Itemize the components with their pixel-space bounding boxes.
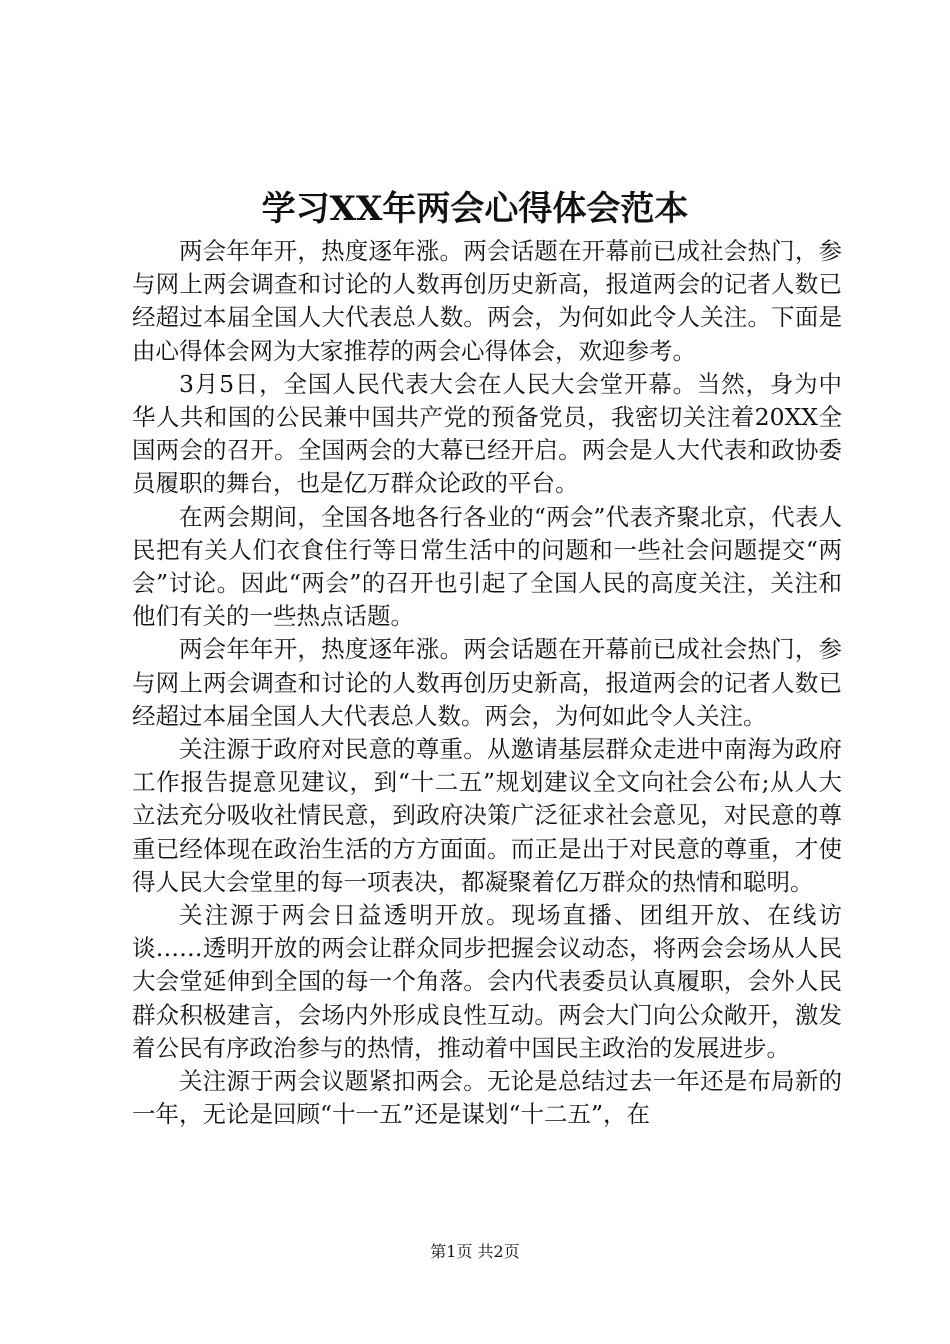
document-title: 学习XX年两会心得体会范本 [261, 189, 689, 229]
document-body [132, 235, 842, 1131]
page-footer: 第1页 共2页 [430, 1242, 520, 1261]
paragraph: 两会年年开，热度逐年涨。两会话题在开幕前已成社会热门，参与网上两会调查和讨论的人数再创历史新高，报道两会的记者人数已经超过本届全国人大代表总人数。两会，为何如此令人关注。 [132, 635, 842, 730]
paragraph: 关注源于两会议题紧扣两会。无论是总结过去一年还是布局新的一年，无论是回顾“十一五”还是谋划“十二五”，在 [132, 1067, 842, 1129]
paragraph: 3月5日，全国人民代表大会在人民大会堂开幕。当然，身为中华人共和国的公民兼中国共产党的预备党员，我密切关注着20XX全国两会的召开。全国两会的大幕已经开启。两会是人大代表和政协委员履职的舞台，也是亿万群众论政的平台。 [132, 369, 842, 498]
paragraph: 两会年年开，热度逐年涨。两会话题在开幕前已成社会热门，参与网上两会调查和讨论的人数再创历史新高，报道两会的记者人数已经超过本届全国人大代表总人数。两会，为何如此令人关注。下面是由心得体会网为大家推荐的两会心得体会，欢迎参考。 [132, 237, 842, 365]
paragraph: 在两会期间，全国各地各行各业的“两会”代表齐聚北京，代表人民把有关人们衣食住行等日常生活中的问题和一些社会问题提交“两会”讨论。因此“两会”的召开也引起了全国人民的高度关注，关注和他们有关的一些热点话题。 [132, 502, 842, 631]
paragraph: 关注源于两会日益透明开放。现场直播、团组开放、在线访谈……透明开放的两会让群众同步把握会议动态，将两会会场从人民大会堂延伸到全国的每一个角落。会内代表委员认真履职，会外人民群众积极建言，会场内外形成良性互动。两会大门向公众敞开，激发着公民有序政治参与的热情，推动着中国民主政治的发展进步。 [132, 901, 842, 1062]
paragraph: 关注源于政府对民意的尊重。从邀请基层群众走进中南海为政府工作报告提意见建议，到“十二五”规划建议全文向社会公布;从人大立法充分吸收社情民意，到政府决策广泛征求社会意见，对民意的尊重已经体现在政治生活的方方面面。而正是出于对民意的尊重，才使得人民大会堂里的每一项表决，都凝聚着亿万群众的热情和聪明。 [132, 735, 842, 896]
